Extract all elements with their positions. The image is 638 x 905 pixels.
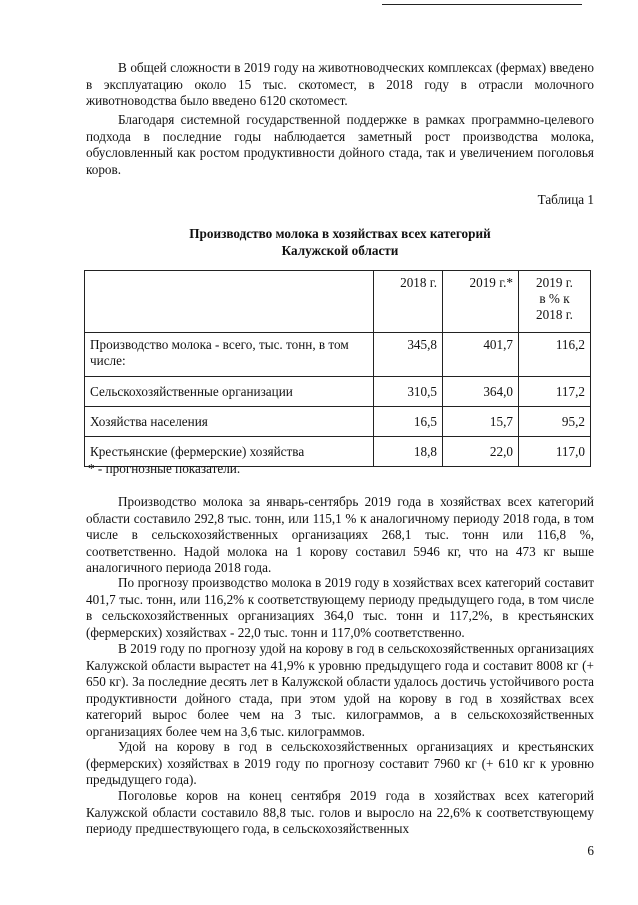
paragraph-forecast-production: По прогнозу производство молока в 2019 году в хозяйствах всех категорий составит 401,7 тыс. тонн, или 116,2% к соответствующему периоду предыдущего года, в том числе в сельскохозяйственных организациях 364,0 тыс. тонн и 117,2%, в крестьянских (фермерских) хозяйствах - 22,0 тыс. тонн и 117,0% соответственно. xyxy=(86,575,594,640)
row-label: Крестьянские (фермерские) хозяйства xyxy=(85,437,374,467)
header-2018: 2018 г. xyxy=(374,271,443,333)
table-footnote: * - прогнозные показатели. xyxy=(88,461,241,476)
cell-pct: 116,2 xyxy=(519,333,591,377)
cell-2019: 401,7 xyxy=(443,333,519,377)
paragraph-state-support: Благодаря системной государственной поддержке в рамках программно-целевого подхода в последние годы наблюдается заметный рост производства молока, обусловленный как ростом продуктивности дойного стада, так и увеличением поголовья коров. xyxy=(86,112,594,177)
paragraph-livestock-complexes: В общей сложности в 2019 году на животноводческих комплексах (фермах) введено в эксплуатацию около 15 тыс. скотомест, в 2018 году в отрасли молочного животноводства было введено 6120 скотомест. xyxy=(86,60,594,109)
row-label: Сельскохозяйственные организации xyxy=(85,377,374,407)
cell-2018: 345,8 xyxy=(374,333,443,377)
row-label: Хозяйства населения xyxy=(85,407,374,437)
table-row xyxy=(85,407,591,437)
header-pct-line-1: 2019 г. xyxy=(536,275,573,290)
table-title-line-2: Калужской области xyxy=(281,243,399,258)
cell-2019: 22,0 xyxy=(443,437,519,467)
row-label: Производство молока - всего, тыс. тонн, в том числе: xyxy=(85,333,374,377)
paragraph-cow-population: Поголовье коров на конец сентября 2019 года в хозяйствах всех категорий Калужской области составило 88,8 тыс. голов и выросло на 22,6% к соответствующему периоду предшествующего года, в сельскохозяйственных xyxy=(86,788,594,837)
paragraph-yield-forecast: В 2019 году по прогнозу удой на корову в год в сельскохозяйственных организациях Калужской области вырастет на 41,9% к уровню предыдущего года и составит 8008 кг (+ 650 кг). За последние десять лет в Калужской области удалось достичь устойчивого роста продуктивности дойного стада, при этом удой на корову в год в хозяйствах всех категорий вырос более чем на 3 тыс. килограммов, а в сельскохозяйственных организациях более чем на 3,6 тыс. килограммов. xyxy=(86,641,594,739)
cell-2018: 16,5 xyxy=(374,407,443,437)
top-rule xyxy=(382,4,582,5)
paragraph-jan-sep-production: Производство молока за январь-сентябрь 2019 года в хозяйствах всех категорий области составило 292,8 тыс. тонн, или 115,1 % к аналогичному периоду 2018 года, в том числе в сельскохозяйственных организациях 268,1 тыс. тонн или 116,8 %, соответственно. Надой молока на 1 корову составил 5946 кг, что на 473 кг выше аналогичного периода 2018 года. xyxy=(86,494,594,576)
cell-pct: 117,0 xyxy=(519,437,591,467)
cell-2018: 18,8 xyxy=(374,437,443,467)
header-pct xyxy=(519,271,591,333)
page-number: 6 xyxy=(587,843,594,858)
header-pct-line-2: в % к xyxy=(539,291,570,306)
cell-2018: 310,5 xyxy=(374,377,443,407)
table-number: Таблица 1 xyxy=(537,192,594,207)
milk-production-table xyxy=(84,270,591,467)
cell-2019: 15,7 xyxy=(443,407,519,437)
table-row xyxy=(85,333,591,377)
table-title-line-1: Производство молока в хозяйствах всех категорий xyxy=(189,226,491,241)
cell-pct: 117,2 xyxy=(519,377,591,407)
paragraph-yield-farms: Удой на корову в год в сельскохозяйственных организациях и крестьянских (фермерских) хозяйствах в 2019 году по прогнозу составит 7960 кг (+ 610 кг к уровню предыдущего года). xyxy=(86,739,594,788)
header-blank xyxy=(85,271,374,333)
table-title xyxy=(86,225,594,259)
cell-pct: 95,2 xyxy=(519,407,591,437)
header-2019: 2019 г.* xyxy=(443,271,519,333)
table-row xyxy=(85,377,591,407)
header-pct-line-3: 2018 г. xyxy=(536,307,573,322)
table-header-row xyxy=(85,271,591,333)
cell-2019: 364,0 xyxy=(443,377,519,407)
